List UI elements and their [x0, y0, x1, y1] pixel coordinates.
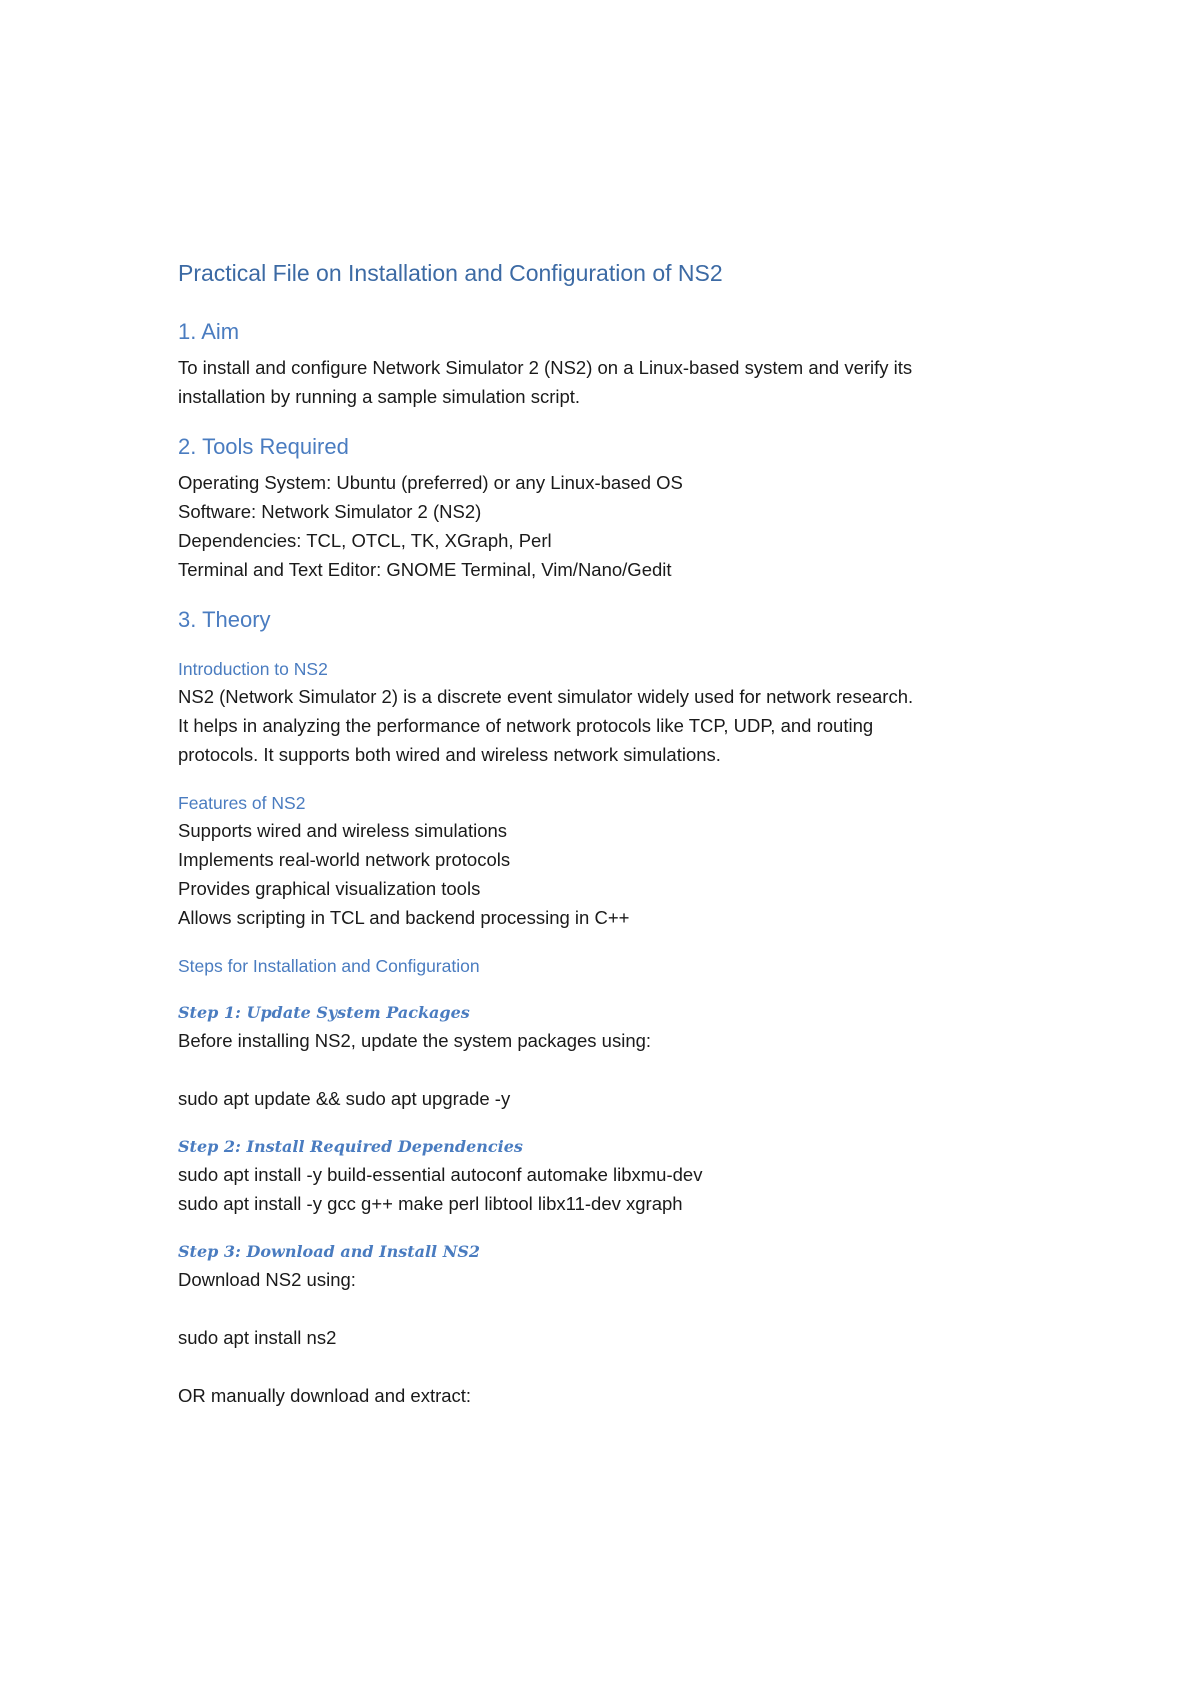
intro-line: It helps in analyzing the performance of network protocols like TCP, UDP, and routing: [178, 715, 874, 736]
theory-heading: 3. Theory: [178, 607, 271, 632]
intro-paragraph: [178, 682, 1058, 769]
document-body: [178, 258, 1058, 1410]
features-item: Implements real-world network protocols: [178, 849, 511, 870]
tools-item: Software: Network Simulator 2 (NS2): [178, 501, 482, 522]
document-title: Practical File on Installation and Configuration of NS2: [178, 260, 723, 286]
step1-command: sudo apt update && sudo apt upgrade -y: [178, 1088, 511, 1109]
step1-heading: Step 1: Update System Packages: [178, 1003, 470, 1022]
features-item: Provides graphical visualization tools: [178, 878, 481, 899]
step2-command: sudo apt install -y gcc g++ make perl libtool libx11-dev xgraph: [178, 1193, 683, 1214]
intro-line: NS2 (Network Simulator 2) is a discrete event simulator widely used for network research.: [178, 686, 914, 707]
intro-heading: Introduction to NS2: [178, 659, 328, 679]
features-item: Supports wired and wireless simulations: [178, 820, 508, 841]
steps-heading: Steps for Installation and Configuration: [178, 956, 480, 976]
step1-text: Before installing NS2, update the system packages using:: [178, 1030, 652, 1051]
aim-heading: 1. Aim: [178, 319, 240, 344]
step3-alt-text: OR manually download and extract:: [178, 1385, 472, 1406]
tools-item: Terminal and Text Editor: GNOME Terminal, Vim/Nano/Gedit: [178, 559, 672, 580]
step2-commands: [178, 1160, 1058, 1218]
features-heading: Features of NS2: [178, 793, 306, 813]
tools-list: [178, 468, 1058, 584]
step3-command: sudo apt install ns2: [178, 1327, 337, 1348]
intro-line: protocols. It supports both wired and wireless network simulations.: [178, 744, 721, 765]
tools-heading: 2. Tools Required: [178, 434, 349, 459]
aim-line: installation by running a sample simulation script.: [178, 386, 581, 407]
features-item: Allows scripting in TCL and backend processing in C++: [178, 907, 630, 928]
aim-paragraph: [178, 353, 1058, 411]
aim-line: To install and configure Network Simulator 2 (NS2) on a Linux-based system and verify its: [178, 357, 913, 378]
tools-item: Operating System: Ubuntu (preferred) or any Linux-based OS: [178, 472, 683, 493]
features-list: [178, 816, 1058, 932]
step2-command: sudo apt install -y build-essential autoconf automake libxmu-dev: [178, 1164, 703, 1185]
step3-text: Download NS2 using:: [178, 1269, 356, 1290]
step3-heading: Step 3: Download and Install NS2: [178, 1242, 480, 1261]
tools-item: Dependencies: TCL, OTCL, TK, XGraph, Perl: [178, 530, 552, 551]
step2-heading: Step 2: Install Required Dependencies: [178, 1137, 523, 1156]
